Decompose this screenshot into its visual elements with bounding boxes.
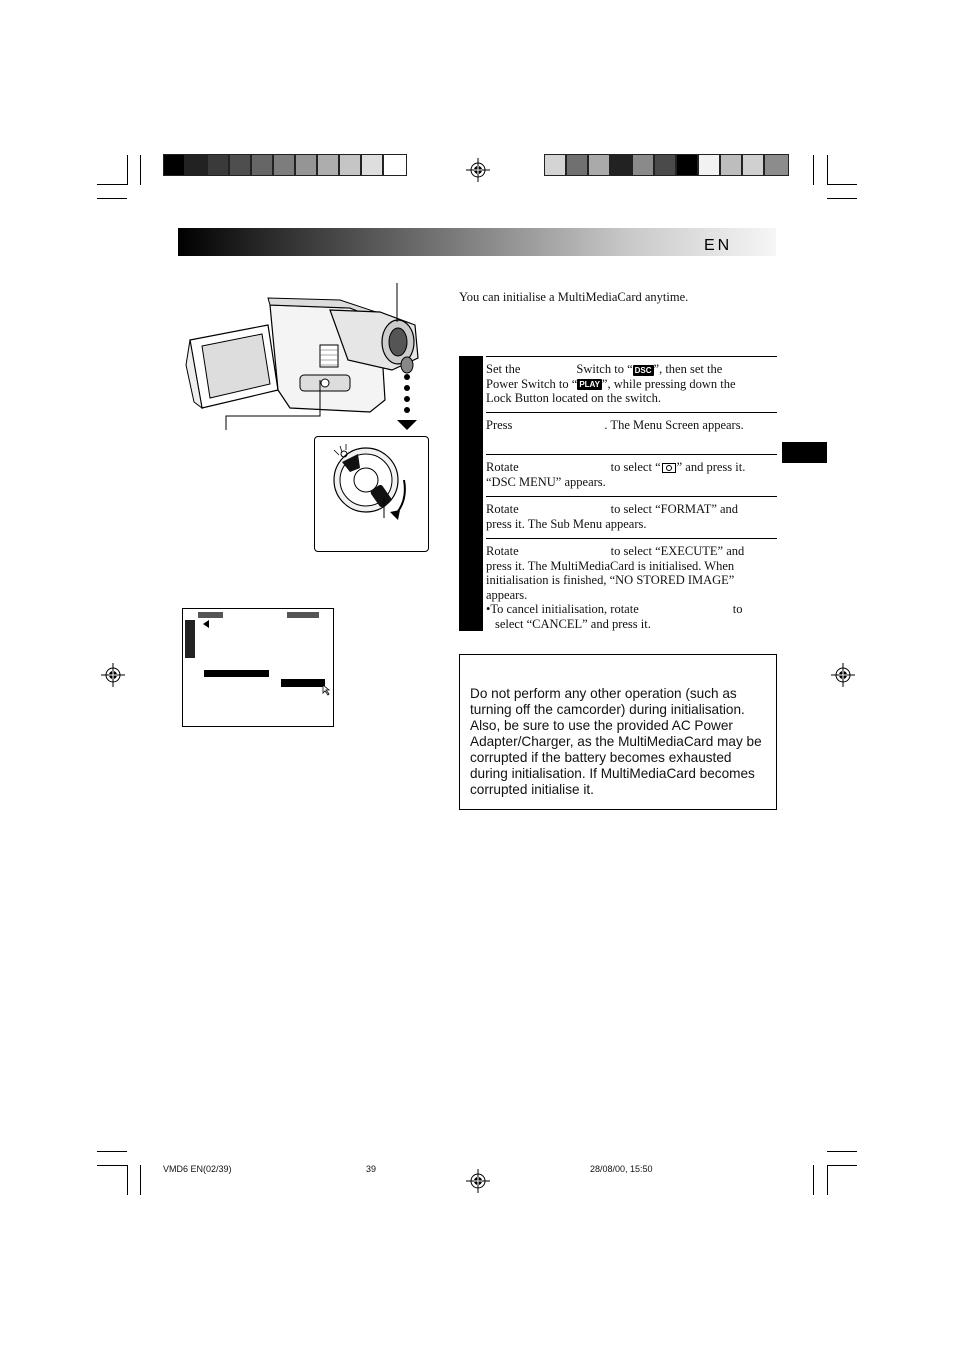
crop-mark [827,1151,857,1152]
registration-mark-icon [101,663,125,687]
language-tag: EN [704,237,733,254]
dsc-mode-icon: DSC [634,365,652,375]
crop-mark [97,1151,127,1152]
play-mode-icon: PLAY [579,380,600,390]
section-side-tab [782,442,827,463]
step-5: Rotate to select “EXECUTE” and press it. The MultiMediaCard is initialised. When initialisation is finished, “NO STORED IMAGE” appears. •To cancel initialisation, rotate to select “CANCEL” and press it. [486,538,777,633]
footer-page: 39 [366,1164,377,1174]
menu-highlight-bar [281,679,325,687]
crop-mark [813,155,814,185]
registration-mark-icon [466,158,490,182]
menu-tab-bar [198,612,223,618]
crop-mark [97,1165,127,1166]
crop-mark [127,155,128,185]
crop-mark [813,1165,814,1195]
menu-tab-bar [287,612,319,618]
crop-mark [827,184,857,185]
steps-black-bar [459,356,483,631]
crop-mark [97,198,127,199]
power-dial-icon [314,436,429,552]
registration-mark-icon [466,1169,490,1193]
crop-mark [140,1165,141,1195]
menu-highlight-bar [204,670,269,677]
menu-return-icon [203,620,209,628]
cursor-arrow-icon [322,684,332,696]
crop-mark [127,1165,128,1195]
crop-mark [827,1165,828,1195]
camera-icon [662,463,676,473]
crop-mark [827,155,828,185]
footer-file: VMD6 EN(02/39) [163,1164,232,1174]
crop-mark [140,155,141,185]
step-2: Press . The Menu Screen appears. [486,412,777,454]
step-1: Set the Switch to “ DSC ”, then set the Power Switch to “ PLAY ”, while pressing down the Lock Button located on the switch. [486,356,777,413]
menu-icon-column [185,620,195,658]
registration-mark-icon [831,663,855,687]
header-band [178,228,776,256]
caution-text: Do not perform any other operation (such as turning off the camcorder) during initialisation. Also, be sure to use the provided AC Power Adapter/Charger, as the MultiMediaCard may be corrupted if the battery becomes exhausted during initialisation. If MultiMediaCard becomes corrupted initialise it. [470,686,762,797]
crop-mark [97,184,127,185]
step-3: Rotate to select “ ” and press it. “DSC MENU” appears. [486,454,777,496]
footer-date: 28/08/00, 15:50 [590,1164,653,1174]
intro-text: You can initialise a MultiMediaCard anytime. [459,290,689,304]
step-4: Rotate to select “FORMAT” and press it. The Sub Menu appears. [486,496,777,538]
crop-mark [827,1165,857,1166]
step1-text: Set the [486,362,521,376]
crop-mark [827,198,857,199]
